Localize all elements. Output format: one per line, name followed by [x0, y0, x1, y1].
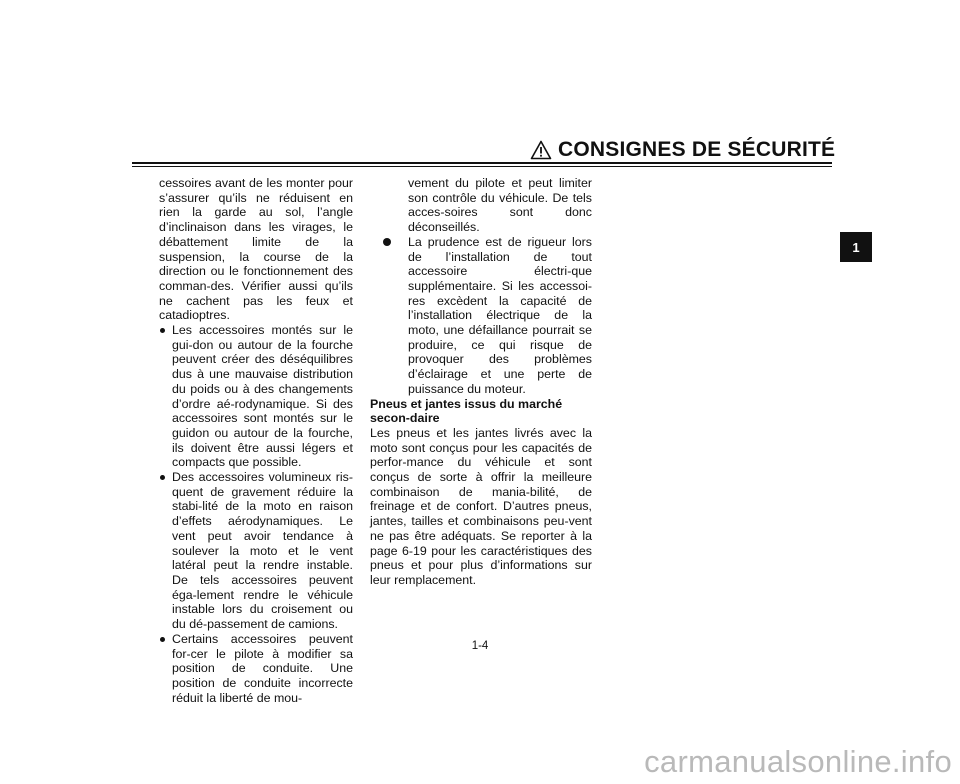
bullet-dot-icon [160, 475, 165, 480]
intro-paragraph: cessoires avant de les monter pour s’assurer qu’ils ne réduisent en rien la garde au sol, l’angle d’inclinaison dans les virages, le débattement limite de la suspension, la course de la direction ou le fonctionnement des comman-des. Vérifier aussi qu’ils ne cachent pas les feux et catadioptres. [159, 176, 353, 323]
text-column-right [370, 176, 592, 588]
text-column-left [159, 176, 353, 705]
section-header [530, 138, 835, 162]
continued-bullet-text: vement du pilote et peut limiter son contrôle du véhicule. De tels acces-soires sont donc déconseillés. [408, 176, 592, 235]
chapter-tab: 1 [840, 232, 872, 262]
bullet-text: La prudence est de rigueur lors de l’installation de tout accessoire électri-que supplémentaire. Si les accessoi-res excèdent la capacité de l’installation électrique de la moto, une défaillance pourrait se produire, ce qui risque de provoquer des problèmes d’éclairage et une perte de puissance du moteur. [408, 234, 592, 396]
bullet-item [370, 235, 592, 397]
watermark: carmanualsonline.info [644, 744, 952, 779]
bullet-text: Des accessoires volumineux ris-quent de gravement réduire la stabi-lité de la moto en raison d’effets aérodynamiques. Le vent peut avoir tendance à soulever la moto et le vent latéral peut la rendre instable. De tels accessoires peuvent éga-lement rendre le véhicule instable lors du croisement ou du dé-passement de camions. [172, 470, 353, 632]
bullet-item [159, 470, 353, 632]
bullet-text: Les accessoires montés sur le gui-don ou autour de la fourche peuvent créer des déséquilibres dus à une mauvaise distribution du poids ou à des changements d’ordre aé-rodynamique. Si des accessoires sont montés sur le guidon ou autour de la fourche, ils doivent être aussi légers et compacts que possible. [172, 323, 353, 470]
bullet-dot-icon [160, 328, 165, 333]
page-number: 1-4 [471, 640, 489, 652]
section-subheading: Pneus et jantes issus du marché secon-daire [370, 396, 563, 426]
warning-triangle-icon [530, 140, 552, 160]
page-title: CONSIGNES DE SÉCURITÉ [558, 138, 836, 161]
header-rule-thick [132, 162, 832, 164]
bullet-text: Certains accessoires peuvent for-cer le pilote à modifier sa position de conduite. Une position de conduite incorrecte réduit la liberté de mou- [172, 631, 353, 705]
header-rule-thin [132, 166, 832, 167]
body-paragraph: Les pneus et les jantes livrés avec la moto sont conçus pour les capacités de perfor-mance du véhicule et sont conçus de sorte à offrir la meilleure combinaison de mania-bilité, de freinage et de confort. D’autres pneus, jantes, tailles et combinaisons peu-vent ne pas être adéquats. Se reporter à la page 6-19 pour les caractéristiques des pneus et pour plus d’informations sur leur remplacement. [370, 425, 592, 587]
bullet-dot-icon [383, 238, 391, 246]
bullet-item [159, 323, 353, 470]
